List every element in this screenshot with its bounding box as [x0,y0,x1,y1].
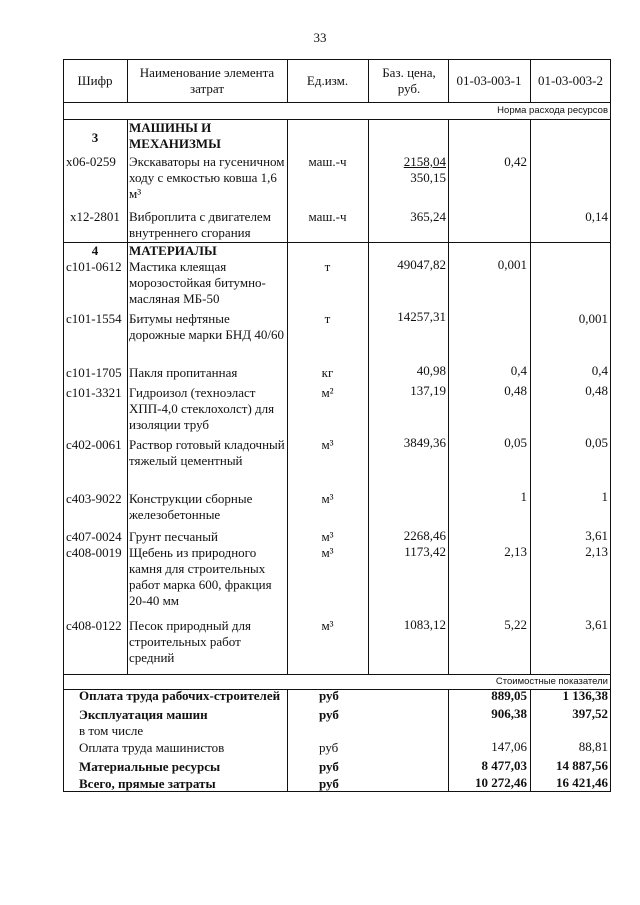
col-divider [127,59,128,102]
row-value-2: 3,61 [585,528,608,543]
row-unit: м³ [321,618,334,633]
row-code: с408-0122 [66,618,122,633]
col-divider [287,689,288,792]
col-divider [368,59,369,102]
row-unit: т [324,259,331,274]
row-price: 3849,36 [403,435,446,450]
row-unit: м³ [321,529,334,544]
cost-unit: руб [319,688,339,703]
cost-name: Эксплуатация машин [79,707,208,722]
col-divider [127,119,128,674]
row-price: 49047,82 [397,257,446,272]
cost-value-2: 397,52 [572,706,608,721]
section-title: МАШИНЫ И МЕХАНИЗМЫ [129,120,221,151]
cost-name: Оплата труда рабочих-строителей [79,688,281,703]
header-name: Наименование элемента затрат [139,65,275,96]
page-number: 33 [313,30,327,45]
row-name: Конструкции сборные железобетонные [129,491,253,522]
row-name: Виброплита с двигателем внутреннего сгорания [129,209,271,240]
cost-label: Стоимостные показатели [495,676,608,687]
header-code: Шифр [77,72,113,88]
row-code: с402-0061 [66,437,122,452]
row-price: 1083,12 [403,617,446,632]
row-value-2: 0,001 [578,311,608,326]
row-value-2: 0,05 [585,435,608,450]
row-code: с403-9022 [66,491,122,506]
cost-value-1: 8 477,03 [481,758,527,773]
cost-value-2: 16 421,46 [556,775,608,790]
row-name: Раствор готовый кладочный тяжелый цементный [129,437,285,468]
row-price: 2268,46 [403,528,446,543]
row-value-1: 2,13 [504,544,527,559]
row-value-1: 1 [520,489,527,504]
row-value-2: 0,14 [585,209,608,224]
cost-unit: руб [319,759,339,774]
cost-unit: руб [319,776,339,791]
cost-value-1: 889,05 [491,688,527,703]
row-price-2: 350,15 [410,170,446,185]
row-unit: т [324,311,331,326]
row-price: 1173,42 [404,544,446,559]
row-price: 365,24 [410,209,446,224]
row-price: 2158,04 [403,154,446,169]
row-unit: маш.-ч [308,209,347,224]
row-name: Грунт песчаный [129,529,218,544]
cost-value-1: 10 272,46 [475,775,527,790]
row-unit: м³ [321,545,334,560]
row-unit: кг [321,365,334,380]
row-value-1: 0,4 [510,363,527,378]
row-price: 137,19 [410,383,446,398]
row-code: с408-0019 [66,545,122,560]
section-number: 4 [91,243,99,258]
row-value-1: 5,22 [504,617,527,632]
cost-value-1: 906,38 [491,706,527,721]
section-number: 3 [91,130,99,145]
row-value-1: 0,05 [504,435,527,450]
cost-name: Оплата труда машинистов [79,740,225,755]
header-unit: Ед.изм. [306,72,349,88]
resource-table [63,59,611,792]
cost-value-2: 1 136,38 [562,688,608,703]
row-value-2: 3,61 [585,617,608,632]
row-value-1: 0,42 [504,154,527,169]
row-name: Мастика клеящая морозостойкая битумно-масляная МБ-50 [129,259,266,306]
row-code: с101-1554 [66,311,122,326]
row-unit: маш.-ч [308,154,347,169]
row-price: 14257,31 [397,309,446,324]
row-name: Гидроизол (техноэласт ХПП-4,0 стеклохолст) для изоляции труб [129,385,275,432]
row-name: Щебень из природного камня для строительных работ марка 600, фракция 20-40 мм [129,545,272,608]
cost-unit: руб [319,740,339,755]
norm-label: Норма расхода ресурсов [497,105,608,116]
row-name: Песок природный для строительных работ средний [129,618,251,665]
row-value-2: 2,13 [585,544,608,559]
header-price: Баз. цена, руб. [382,65,436,96]
row-code: с101-0612 [66,259,122,274]
row-code: с101-1705 [66,365,122,380]
section-title: МАТЕРИАЛЫ [129,243,217,258]
row-value-2: 1 [601,489,608,504]
row-name: Битумы нефтяные дорожные марки БНД 40/60 [129,311,284,342]
row-unit: м² [321,385,334,400]
row-unit: м³ [321,491,334,506]
row-code: х12-2801 [70,209,120,224]
cost-value-2: 88,81 [578,739,608,754]
cost-value-2: 14 887,56 [556,758,608,773]
row-value-1: 0,001 [497,257,527,272]
row-code: с407-0024 [66,529,122,544]
row-price: 40,98 [416,363,446,378]
row-name: Пакля пропитанная [129,365,238,380]
row-value-2: 0,48 [585,383,608,398]
row-value-1: 0,48 [504,383,527,398]
row-unit: м³ [321,437,334,452]
header-col2: 01-03-003-2 [538,72,603,88]
cost-name: Материальные ресурсы [79,759,221,774]
cost-name: в том числе [79,723,144,738]
cost-name: Всего, прямые затраты [79,776,216,791]
cost-value-1: 147,06 [491,739,527,754]
cost-unit: руб [319,707,339,722]
header-col1: 01-03-003-1 [456,72,522,88]
row-value-2: 0,4 [591,363,608,378]
row-code: с101-3321 [66,385,122,400]
row-name: Экскаваторы на гусеничном ходу с емкостью ковша 1,6 м³ [129,154,285,201]
row-code: х06-0259 [66,154,116,169]
